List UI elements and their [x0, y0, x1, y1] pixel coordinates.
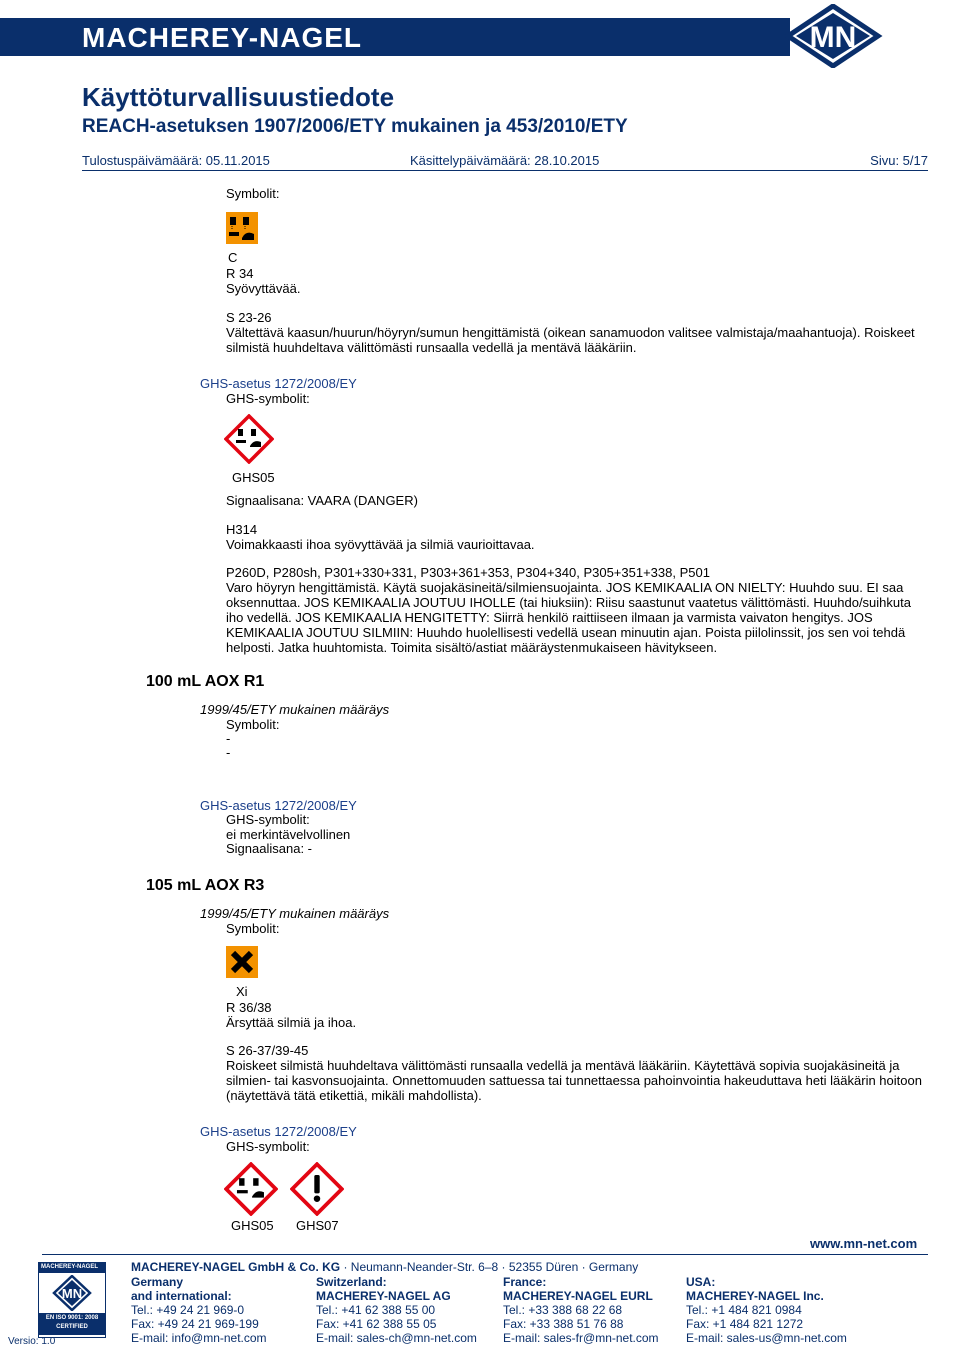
- ghs-symbols-label: GHS-symbolit:: [226, 1139, 310, 1154]
- contact-region: France:: [503, 1275, 547, 1289]
- phrase-dash: -: [226, 745, 231, 760]
- contact-region: Germany: [131, 1275, 184, 1289]
- contact-fax: Fax: +41 62 388 55 05: [316, 1317, 437, 1331]
- contact-email[interactable]: E-mail: sales-fr@mn-net.com: [503, 1331, 659, 1345]
- contact-tel: Tel.: +49 24 21 969-0: [131, 1303, 245, 1317]
- ghs-symbols-label: GHS-symbolit:: [226, 391, 310, 406]
- contact-switzerland: [316, 1275, 477, 1345]
- ghs07-exclamation-icon: [290, 1162, 344, 1216]
- p-codes: P260D, P280sh, P301+330+331, P303+361+353, P304+340, P305+351+338, P501: [226, 565, 710, 580]
- company-name: MACHEREY-NAGEL GmbH & Co. KG: [131, 1260, 341, 1274]
- document-title: Käyttöturvallisuustiedote: [82, 82, 395, 112]
- footer-divider: [42, 1254, 928, 1255]
- product-label-100ml: 100 mL AOX R1: [146, 673, 265, 690]
- contact-fax: Fax: +33 388 51 76 88: [503, 1317, 624, 1331]
- cert-line-2: CERTIFIED: [56, 1324, 88, 1330]
- ghs05-corrosion-icon: [224, 414, 274, 464]
- contact-region: USA:: [686, 1275, 716, 1289]
- s-text: Roiskeet silmistä huuhdeltava välittömästi runsaalla vedellä ja mentävä lääkäriin. Käytettävä sopivia suojakäsineitä ja silmien- tai kasvonsuojainta. Onnettomuuden sattuessa tai tunnettaessa pahoinvointia hakeuduttava heti lääkärin hoitoon (näytettävä tätä etikettiä, mikäli mahdollista).: [226, 1058, 922, 1103]
- contact-tel: Tel.: +41 62 388 55 00: [316, 1303, 436, 1317]
- iso-certificate-badge: [38, 1262, 106, 1338]
- website-link[interactable]: www.mn-net.com: [810, 1236, 918, 1251]
- h-text: Voimakkaasti ihoa syövyttävää ja silmiä vaurioittavaa.: [226, 537, 535, 552]
- contact-email[interactable]: E-mail: sales-ch@mn-net.com: [316, 1331, 477, 1345]
- contact-entity: and international:: [131, 1289, 232, 1303]
- cert-brand: MACHEREY-NAGEL: [41, 1264, 99, 1270]
- symbol-code: Xi: [236, 984, 248, 999]
- company-line: [131, 1260, 638, 1274]
- ghs-code: GHS05: [232, 470, 275, 485]
- contact-fax: Fax: +49 24 21 969-199: [131, 1317, 259, 1331]
- dsd-heading: 1999/45/ETY mukainen määräys: [200, 702, 390, 717]
- p-text: Varo höyryn hengittämistä. Käytä suojakäsineitä/silmiensuojainta. JOS KEMIKAALIA ON NIELTY: Huuhdo suu. EI saa oksennuttaa. JOS KEMIKAALIA JOUTUU IHOLLE (tai hiuksiin): Riisu saastunut vaatetus välittömästi. Huuhdo/suihkuta iho vedellä. JOS KEMIKAALIA HENGITETTY: Siirrä henkilö raittiiseen ilmaan ja varmista vaivaton hengitys. JOS KEMIKAALIA JOUTUU SILMIIN: Huuhdo huolellisesti vedellä usean minuutin ajan. Poista piilolinssit, jos sen voi tehdä helposti. Jatka huuhtomista. Toimita sisältö/astiat määräystenmukaiseen hävitykseen.: [226, 580, 911, 655]
- r-phrase: R 36/38: [226, 1000, 272, 1015]
- contact-entity: MACHEREY-NAGEL AG: [316, 1289, 451, 1303]
- no-label-required: ei merkintävelvollinen: [226, 827, 351, 842]
- logo-text: MN: [809, 21, 857, 54]
- document-subtitle: REACH-asetuksen 1907/2006/ETY mukainen ja 453/2010/ETY: [82, 116, 628, 137]
- brand-name: MACHEREY-NAGEL: [82, 22, 363, 53]
- print-date: Tulostuspäivämäärä: 05.11.2015: [82, 153, 270, 168]
- symbol-code: C: [228, 250, 238, 265]
- ghs-heading: GHS-asetus 1272/2008/EY: [200, 376, 357, 391]
- contact-france: [503, 1275, 659, 1345]
- contact-tel: Tel.: +1 484 821 0984: [686, 1303, 802, 1317]
- r-text: Ärsyttää silmiä ja ihoa.: [226, 1015, 357, 1030]
- contact-entity: MACHEREY-NAGEL EURL: [503, 1289, 653, 1303]
- cert-line-1: EN ISO 9001: 2008: [45, 1315, 99, 1321]
- contact-entity: MACHEREY-NAGEL Inc.: [686, 1289, 824, 1303]
- dsd-heading: 1999/45/ETY mukainen määräys: [200, 906, 390, 921]
- company-address: · Neumann-Neander-Str. 6–8 · 52355 Düren · Germany: [340, 1260, 639, 1274]
- s-phrase: S 23-26: [226, 310, 272, 325]
- ghs-heading: GHS-asetus 1272/2008/EY: [200, 1124, 357, 1139]
- ghs-heading: GHS-asetus 1272/2008/EY: [200, 798, 357, 813]
- r-text: Syövyttävää.: [226, 281, 301, 296]
- mn-logo-icon: [52, 1275, 92, 1311]
- product-label-105ml: 105 mL AOX R3: [146, 877, 265, 894]
- h-code: H314: [226, 522, 258, 537]
- page-number: Sivu: 5/17: [870, 153, 928, 168]
- contact-email[interactable]: E-mail: info@mn-net.com: [131, 1331, 267, 1345]
- contact-email[interactable]: E-mail: sales-us@mn-net.com: [686, 1331, 847, 1345]
- corrosive-orange-icon: [226, 212, 258, 244]
- version: Versio: 1.0: [8, 1336, 56, 1347]
- contact-tel: Tel.: +33 388 68 22 68: [503, 1303, 623, 1317]
- symbol-dash: -: [226, 731, 231, 746]
- contact-fax: Fax: +1 484 821 1272: [686, 1317, 804, 1331]
- r-phrase: R 34: [226, 266, 254, 281]
- contact-germany: [131, 1275, 267, 1345]
- processing-date: Käsittelypäivämäärä: 28.10.2015: [410, 153, 600, 168]
- mn-logo-icon: [778, 4, 888, 68]
- symbols-label: Symbolit:: [226, 921, 280, 936]
- ghs-code-1: GHS05: [231, 1218, 274, 1233]
- ghs05-corrosion-icon: [224, 1162, 278, 1216]
- signal-word: Signaalisana: VAARA (DANGER): [226, 493, 418, 508]
- symbols-label: Symbolit:: [226, 717, 280, 732]
- signal-word: Signaalisana: -: [226, 841, 312, 856]
- symbols-label: Symbolit:: [226, 186, 280, 201]
- cert-logo-text: MN: [61, 1286, 83, 1301]
- contact-usa: [686, 1275, 847, 1345]
- irritant-xi-icon: [226, 946, 258, 978]
- ghs-symbols-label: GHS-symbolit:: [226, 812, 310, 827]
- header-divider: [82, 170, 928, 171]
- contact-region: Switzerland:: [316, 1275, 387, 1289]
- s-phrase: S 26-37/39-45: [226, 1043, 309, 1058]
- ghs-code-2: GHS07: [296, 1218, 339, 1233]
- s-text: Vältettävä kaasun/huurun/höyryn/sumun hengittämistä (oikean sanamuodon valitsee valmistaja/maahantuoja). Roiskeet silmistä huuhdeltava välittömästi runsaalla vedellä ja mentävä lääkäriin.: [226, 325, 915, 355]
